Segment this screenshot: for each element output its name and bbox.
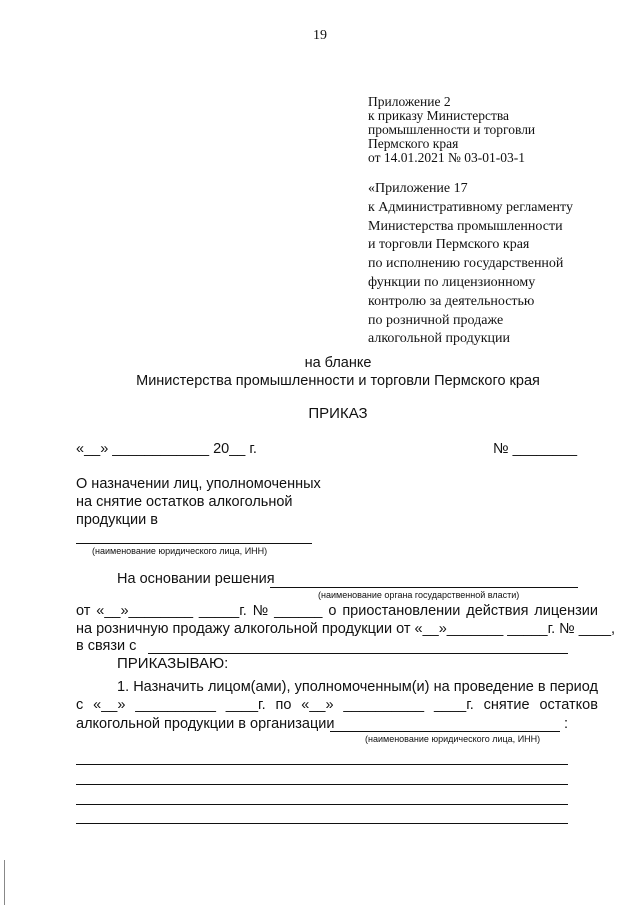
subject-fill-line — [76, 543, 312, 544]
word: «__»________ — [96, 603, 194, 619]
word: ____г. — [225, 697, 266, 713]
word: проведение — [453, 679, 534, 695]
subject-line: продукции в — [76, 512, 158, 528]
word: __________ — [135, 697, 216, 713]
word: 1. — [117, 679, 130, 695]
item1-line-1 — [117, 679, 598, 695]
date-field: «__» ____________ 20__ г. — [76, 441, 257, 457]
annex-line: Пермского края — [368, 136, 459, 151]
reference-line: Министерства промышленности — [368, 218, 563, 234]
blank-fill-line — [76, 823, 568, 824]
word: действия — [466, 603, 529, 619]
annex-line: от 14.01.2021 № 03-01-03-1 — [368, 150, 525, 165]
subject-line: на снятие остатков алкогольной — [76, 494, 293, 510]
blank-line-2: Министерства промышленности и торговли Пермского края — [136, 373, 540, 389]
reference-line: и торговли Пермского края — [368, 237, 530, 253]
blank-fill-line — [76, 804, 568, 805]
word: снятие — [483, 697, 530, 713]
word: остатков — [539, 697, 598, 713]
word: на — [433, 679, 450, 695]
basis-caption: (наименование органа государственной власти) — [318, 590, 520, 600]
subject-line: О назначении лиц, уполномоченных — [76, 476, 321, 492]
item1-colon: : — [564, 716, 569, 732]
blank-fill-line — [76, 764, 568, 765]
word: лицензии — [534, 603, 598, 619]
word: Назначить — [133, 679, 204, 695]
reason-fill-line — [148, 653, 568, 654]
basis-line-4: в связи с — [76, 638, 137, 654]
document-title: ПРИКАЗ — [308, 405, 368, 422]
reference-line: «Приложение 17 — [368, 181, 468, 196]
word: «__» — [93, 697, 126, 713]
word: по — [275, 697, 292, 713]
word: ____г. — [433, 697, 474, 713]
word: в — [537, 679, 546, 695]
word: с — [76, 697, 84, 713]
annex-line: промышленности и торговли — [368, 122, 536, 137]
scan-margin-line — [4, 860, 5, 905]
word: __________ — [343, 697, 425, 713]
word: «__» — [301, 697, 334, 713]
reference-header — [368, 180, 573, 349]
order-word: ПРИКАЗЫВАЮ: — [117, 655, 229, 672]
organization-fill-line — [330, 731, 560, 732]
basis-label: На основании решения — [117, 571, 275, 587]
reference-line: по исполнению государственной — [368, 256, 564, 272]
word: № — [252, 603, 269, 619]
word: уполномоченным(и) — [294, 679, 430, 695]
basis-line-2 — [76, 603, 598, 619]
organization-caption: (наименование юридического лица, ИНН) — [365, 734, 541, 744]
basis-line-3: на розничную продажу алкогольной продукции от «__»_______ _____г. № ____, — [76, 621, 616, 637]
blank-fill-line — [76, 784, 568, 785]
reference-line: алкогольной продукции — [368, 331, 510, 347]
annex-header — [368, 95, 535, 165]
reference-line: контролю за деятельностью — [368, 293, 535, 309]
word: о — [328, 603, 337, 619]
word: _____г. — [198, 603, 247, 619]
blank-line-1: на бланке — [304, 355, 372, 371]
page-number: 19 — [313, 28, 327, 43]
word: лицом(ами), — [207, 679, 291, 695]
subject-caption: (наименование юридического лица, ИНН) — [92, 546, 268, 556]
reference-line: к Административному регламенту — [368, 199, 573, 215]
reference-line: функции по лицензионному — [368, 274, 536, 290]
number-field: № ________ — [493, 441, 578, 457]
annex-line: к приказу Министерства — [368, 108, 510, 123]
word: период — [549, 679, 598, 695]
item1-line-3: алкогольной продукции в организации — [76, 716, 335, 732]
annex-line: Приложение 2 — [368, 94, 451, 109]
reference-line: по розничной продаже — [368, 312, 504, 328]
item1-line-2 — [76, 697, 598, 713]
word: ______ — [274, 603, 323, 619]
word: от — [76, 603, 91, 619]
basis-fill-line — [270, 587, 578, 588]
word: приостановлении — [342, 603, 461, 619]
